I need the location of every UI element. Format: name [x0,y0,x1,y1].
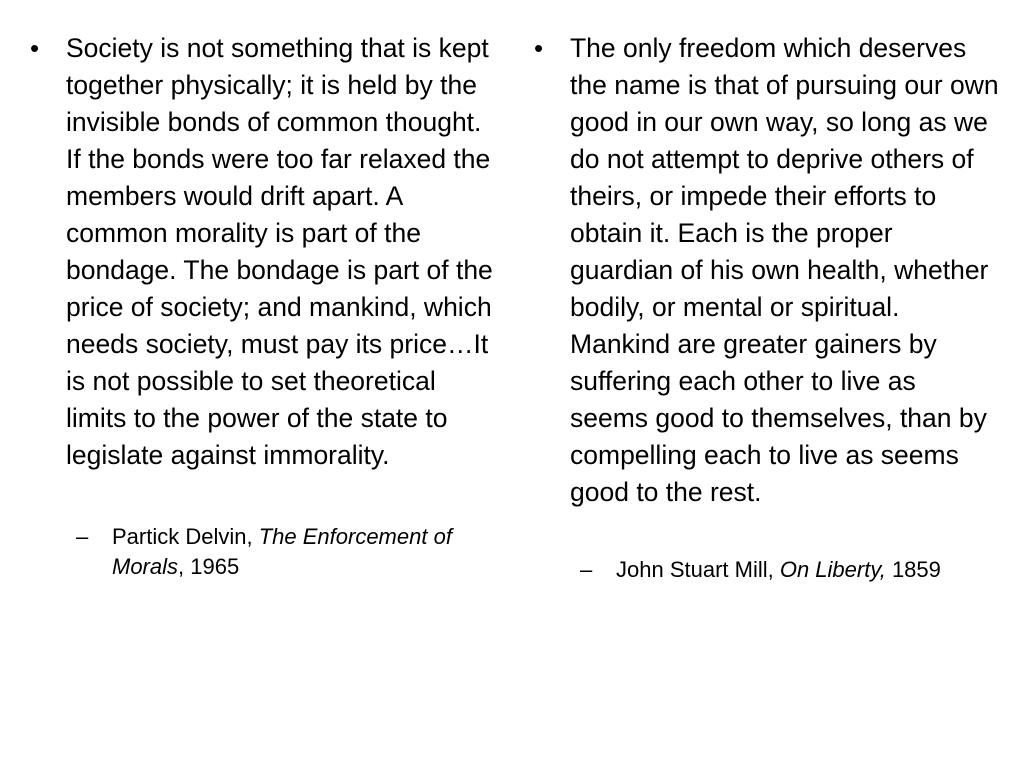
bullet-icon: • [534,33,544,63]
left-quote-bullet [30,30,502,474]
right-attribution-year: 1859 [885,557,941,582]
left-attribution-year: , 1965 [178,554,240,579]
right-attribution-work: On Liberty, [779,557,886,582]
left-attribution-work: The Enforcement of Morals [112,524,452,579]
left-quote-text: Society is not something that is kept together physically; it is held by the invisible bonds of common thought. If the bonds were too far relaxed the members would drift apart. A common morality is part of the bondage. The bondage is part of the price of society; and mankind, which needs society, must pay its price…It is not possible to set theoretical limits to the power of the state to legislate against immorality. [66,33,493,470]
right-quote-column [534,30,1000,585]
left-quote-column [30,30,502,582]
right-attribution [534,555,1000,585]
left-attribution-author: Partick Delvin, [112,524,259,549]
bullet-icon: • [30,33,40,63]
right-quote-text: The only freedom which deserves the name is that of pursuing our own good in our own way, so long as we do not attempt to deprive others of theirs, or impede their efforts to obtain it. Each is the proper guardian of his own health, whether bodily, or mental or spiritual. Mankind are greater gainers by suffering each other to live as seems good to themselves, than by compelling each to live as seems good to the rest. [570,33,999,507]
right-attribution-author: John Stuart Mill, [616,557,780,582]
left-attribution [30,522,502,582]
dash-icon: – [76,524,89,549]
right-quote-bullet [534,30,1000,511]
dash-icon: – [580,557,593,582]
